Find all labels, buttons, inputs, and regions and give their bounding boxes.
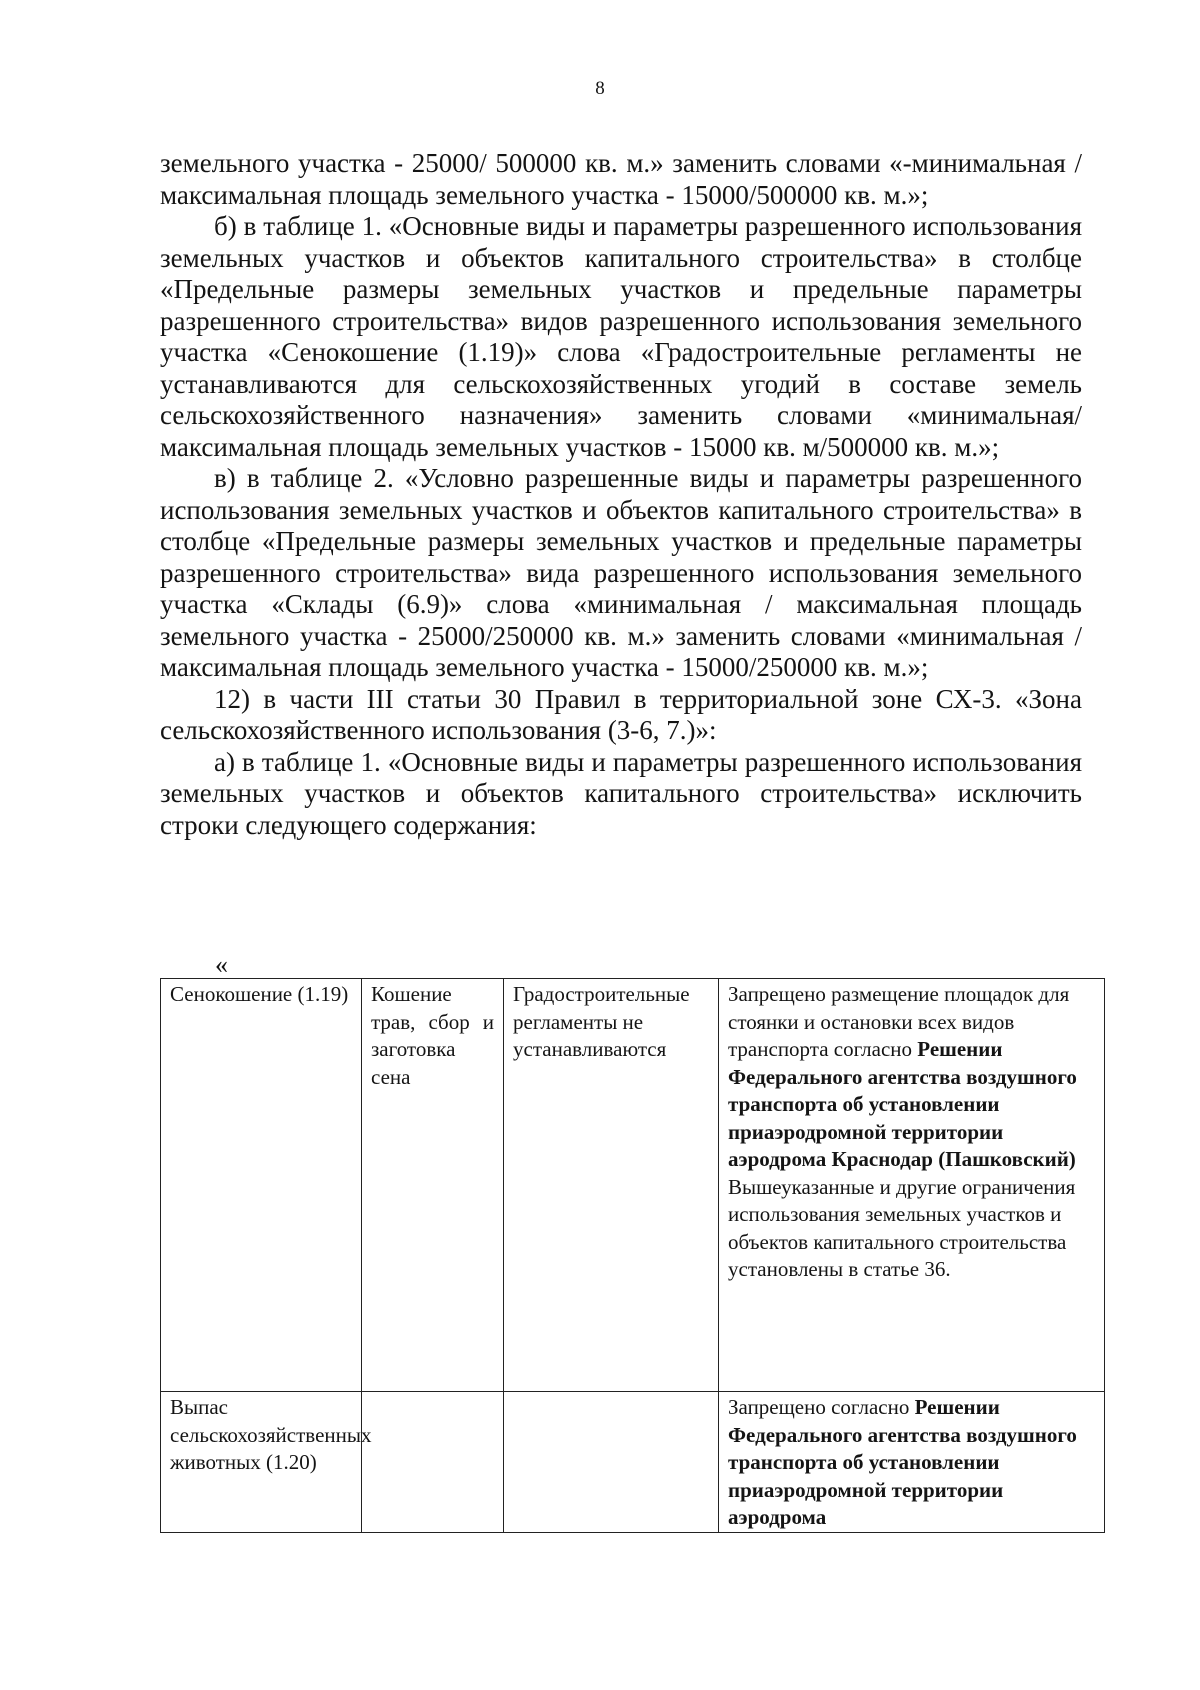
restrictions-cell (719, 979, 1105, 1392)
restrictions-cell (719, 1392, 1105, 1533)
land-use-description-cell (362, 1392, 504, 1533)
table-row (161, 979, 1105, 1392)
page-number: 8 (595, 78, 605, 99)
parameters-cell (504, 1392, 719, 1533)
restrictions-decision-reference: Решении Федерального агентства воздушного транспорта об установлении приаэродромной территории аэродрома (728, 1395, 1077, 1529)
restrictions-decision-reference: Решении Федерального агентства воздушного транспорта об установлении приаэродромной территории аэродрома Краснодар (Пашковский) (728, 1037, 1077, 1171)
paragraph-continuation: земельного участка - 25000/ 500000 кв. м.» заменить словами «-минимальная / максимальная площадь земельного участка - 15000/500000 кв. м.»; (160, 148, 1082, 210)
land-use-name-cell: Сенокошение (1.19) (161, 979, 362, 1392)
table-row (161, 1392, 1105, 1533)
opening-quote-mark: « (215, 950, 228, 979)
paragraph-item-v: в) в таблице 2. «Условно разрешенные виды и параметры разрешенного использования земельных участков и объектов капитального строительства» в столбце «Предельные размеры земельных участков и предельные параметры разрешенного строительства» вида разрешенного использования земельного участка «Склады (6.9)» слова «минимальная / максимальная площадь земельного участка - 25000/250000 кв. м.» заменить словами «минимальная / максимальная площадь земельного участка - 15000/250000 кв. м.»; (160, 463, 1082, 682)
restrictions-text: Запрещено согласно (728, 1395, 910, 1419)
paragraph-item-12: 12) в части III статьи 30 Правил в территориальной зоне СХ-3. «Зона сельскохозяйственного использования (3-6, 7.)»: (160, 683, 1082, 745)
excluded-rows-table (160, 978, 1105, 1533)
restrictions-text: Запрещено размещение площадок для стоянки и остановки всех видов транспорта согласно (728, 982, 1070, 1061)
paragraph-item-a: а) в таблице 1. «Основные виды и параметры разрешенного использования земельных участков и объектов капитального строительства» исключить строки следующего содержания: (160, 746, 1082, 840)
land-use-name-cell: Выпас сельскохозяйственных животных (1.20) (161, 1392, 362, 1533)
restrictions-note: Вышеуказанные и другие ограничения использования земельных участков и объектов капитального строительства установлены в статье 36. (728, 1174, 1076, 1281)
land-use-description-cell: Кошение трав, сбор и заготовка сена (362, 979, 504, 1392)
paragraph-item-b: б) в таблице 1. «Основные виды и параметры разрешенного использования земельных участков и объектов капитального строительства» в столбце «Предельные размеры земельных участков и предельные параметры разрешенного строительства» видов разрешенного использования земельного участка «Сенокошение (1.19)» слова «Градостроительные регламенты не устанавливаются для сельскохозяйственных угодий в составе земель сельскохозяйственного назначения» заменить словами «минимальная/максимальная площадь земельных участков - 15000 кв. м/500000 кв. м.»; (160, 211, 1082, 462)
body-text (160, 148, 1082, 841)
parameters-cell: Градостроительные регламенты не устанавливаются (504, 979, 719, 1392)
